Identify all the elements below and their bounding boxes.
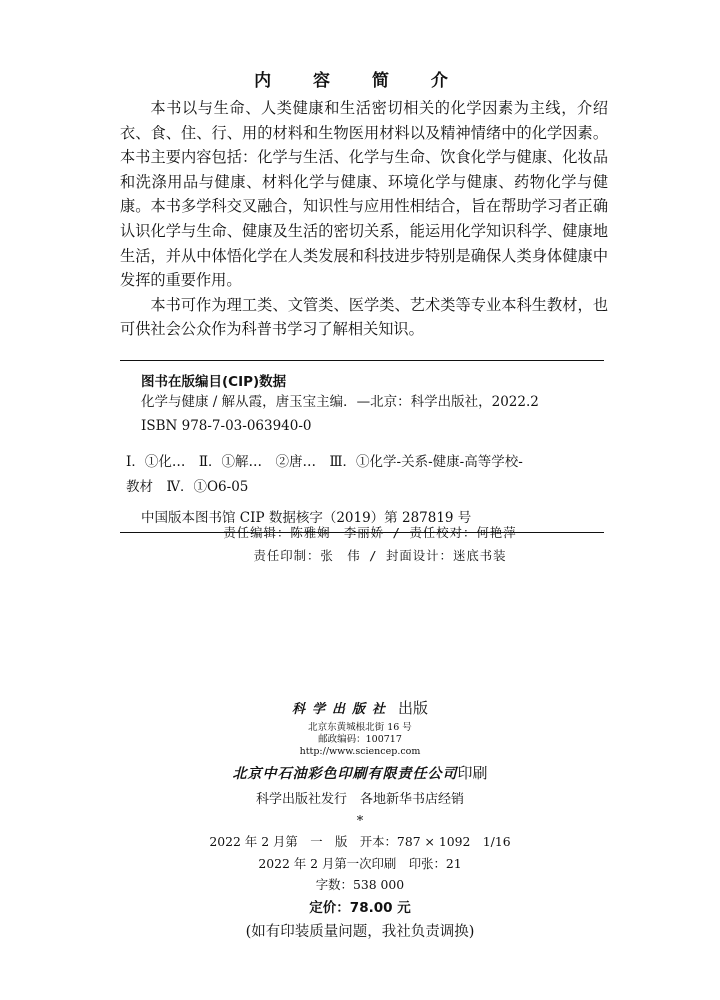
printer-suffix: 印刷 <box>457 764 488 782</box>
cip-book-line: 化学与健康 / 解从霞，唐玉宝主编．—北京：科学出版社，2022.2 <box>141 394 539 410</box>
cip-classification <box>126 450 604 500</box>
publisher-postcode: 邮政编码：100717 <box>318 734 402 745</box>
price: 定价：78.00 元 <box>309 899 411 916</box>
publisher-website: http://www.sciencep.com <box>299 746 421 757</box>
printer-line <box>0 760 720 787</box>
intro-paragraph: 本书以与生命、人类健康和生活密切相关的化学因素为主线，介绍衣、食、住、行、用的材料和生物医用材料以及精神情绪中的化学因素。本书主要内容包括：化学与生活、化学与生命、饮食化学与健康、化妆品和洗涤用品与健康、材料化学与健康、环境化学与健康、药物化学与健康。本书多学科交叉融合，知识性与应用性相结合，旨在帮助学习者正确认识化学与生命、健康及生活的密切关系，能运用化学知识科学、健康地生活，并从中体悟化学在人类发展和科技进步特别是确保人类身体健康中发挥的重要作用。 <box>120 99 608 290</box>
publisher-address: 北京东黄城根北街 16 号 <box>308 722 412 733</box>
printing-line: 2022 年 2 月第一次印刷 印张：21 <box>258 855 462 871</box>
edition-line: 2022 年 2 月第 一 版 开本：787 × 1092 1/16 <box>209 834 511 849</box>
cip-approval-number: 中国版本图书馆 CIP 数据核字（2019）第 287819 号 <box>141 510 472 526</box>
word-count: 字数：538 000 <box>315 877 405 892</box>
introduction <box>120 96 608 342</box>
separator-star: * <box>356 814 364 829</box>
cip-classification-line: 教材 Ⅳ．①O6-05 <box>126 479 249 495</box>
publisher-suffix: 出版 <box>398 699 429 717</box>
staff-credits-line: 责任印制：张 伟 / 封面设计：迷底书装 <box>253 548 507 563</box>
publisher-line <box>0 696 720 722</box>
distribution-line: 科学出版社发行 各地新华书店经销 <box>255 792 464 807</box>
cip-data-block <box>120 360 604 533</box>
publisher-logo: 科学出版社 <box>291 702 392 717</box>
imprint-block <box>0 696 720 944</box>
page-title: 内 容 简 介 <box>254 71 466 91</box>
quality-note: (如有印装质量问题，我社负责调换) <box>245 923 475 940</box>
cip-classification-line: Ⅰ．①化… Ⅱ．①解… ②唐… Ⅲ．①化学-关系-健康-高等学校- <box>126 454 523 470</box>
printer-logo: 北京中石油彩色印刷有限责任公司 <box>232 766 458 782</box>
cip-isbn: ISBN 978-7-03-063940-0 <box>141 418 312 434</box>
staff-credits-line: 责任编辑：陈雅娴 李丽娇 / 责任校对：何艳萍 <box>223 525 517 540</box>
cip-header: 图书在版编目(CIP)数据 <box>141 374 287 390</box>
intro-paragraph: 本书可作为理工类、文管类、医学类、艺术类等专业本科生教材，也可供社会公众作为科普书学习了解相关知识。 <box>120 295 608 339</box>
